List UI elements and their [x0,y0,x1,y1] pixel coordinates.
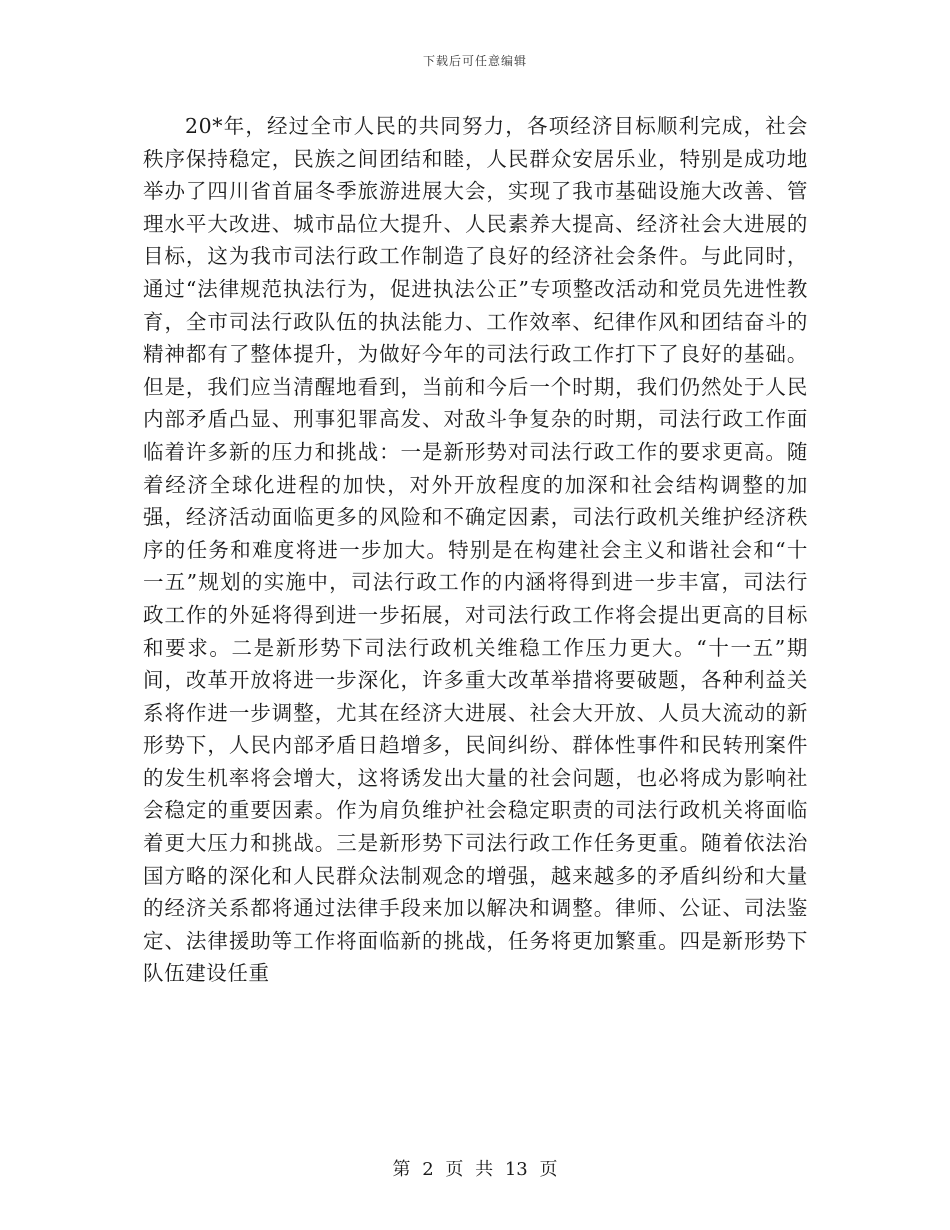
body-paragraph: 20*年，经过全市人民的共同努力，各项经济目标顺利完成，社会秩序保持稳定，民族之间团结和睦，人民群众安居乐业，特别是成功地举办了四川省首届冬季旅游进展大会，实现了我市基础设施大改善、管理水平大改进、城市品位大提升、人民素养大提高、经济社会大进展的目标，这为我市司法行政工作制造了良好的经济社会条件。与此同时，通过“法律规范执法行为，促进执法公正”专项整改活动和党员先进性教育，全市司法行政队伍的执法能力、工作效率、纪律作风和团结奋斗的精神都有了整体提升，为做好今年的司法行政工作打下了良好的基础。但是，我们应当清醒地看到，当前和今后一个时期，我们仍然处于人民内部矛盾凸显、刑事犯罪高发、对敌斗争复杂的时期，司法行政工作面临着许多新的压力和挑战：一是新形势对司法行政工作的要求更高。随着经济全球化进程的加快，对外开放程度的加深和社会结构调整的加强，经济活动面临更多的风险和不确定因素，司法行政机关维护经济秩序的任务和难度将进一步加大。特别是在构建社会主义和谐社会和“十一五”规划的实施中，司法行政工作的内涵将得到进一步丰富，司法行政工作的外延将得到进一步拓展，对司法行政工作将会提出更高的目标和要求。二是新形势下司法行政机关维稳工作压力更大。“十一五”期间，改革开放将进一步深化，许多重大改革举措将要破题，各种利益关系将作进一步调整，尤其在经济大进展、社会大开放、人员大流动的新形势下，人民内部矛盾日趋增多，民间纠纷、群体性事件和民转刑案件的发生机率将会增大，这将诱发出大量的社会问题，也必将成为影响社会稳定的重要因素。作为肩负维护社会稳定职责的司法行政机关将面临着更大压力和挑战。三是新形势下司法行政工作任务更重。随着依法治国方略的深化和人民群众法制观念的增强，越来越多的矛盾纠纷和大量的经济关系都将通过法律手段来加以解决和调整。律师、公证、司法鉴定、法律援助等工作将面临新的挑战，任务将更加繁重。四是新形势下队伍建设任重 [143,114,808,986]
page-number: 第 2 页 共 13 页 [392,1159,558,1180]
header-note: 下载后可任意编辑 [422,54,527,68]
